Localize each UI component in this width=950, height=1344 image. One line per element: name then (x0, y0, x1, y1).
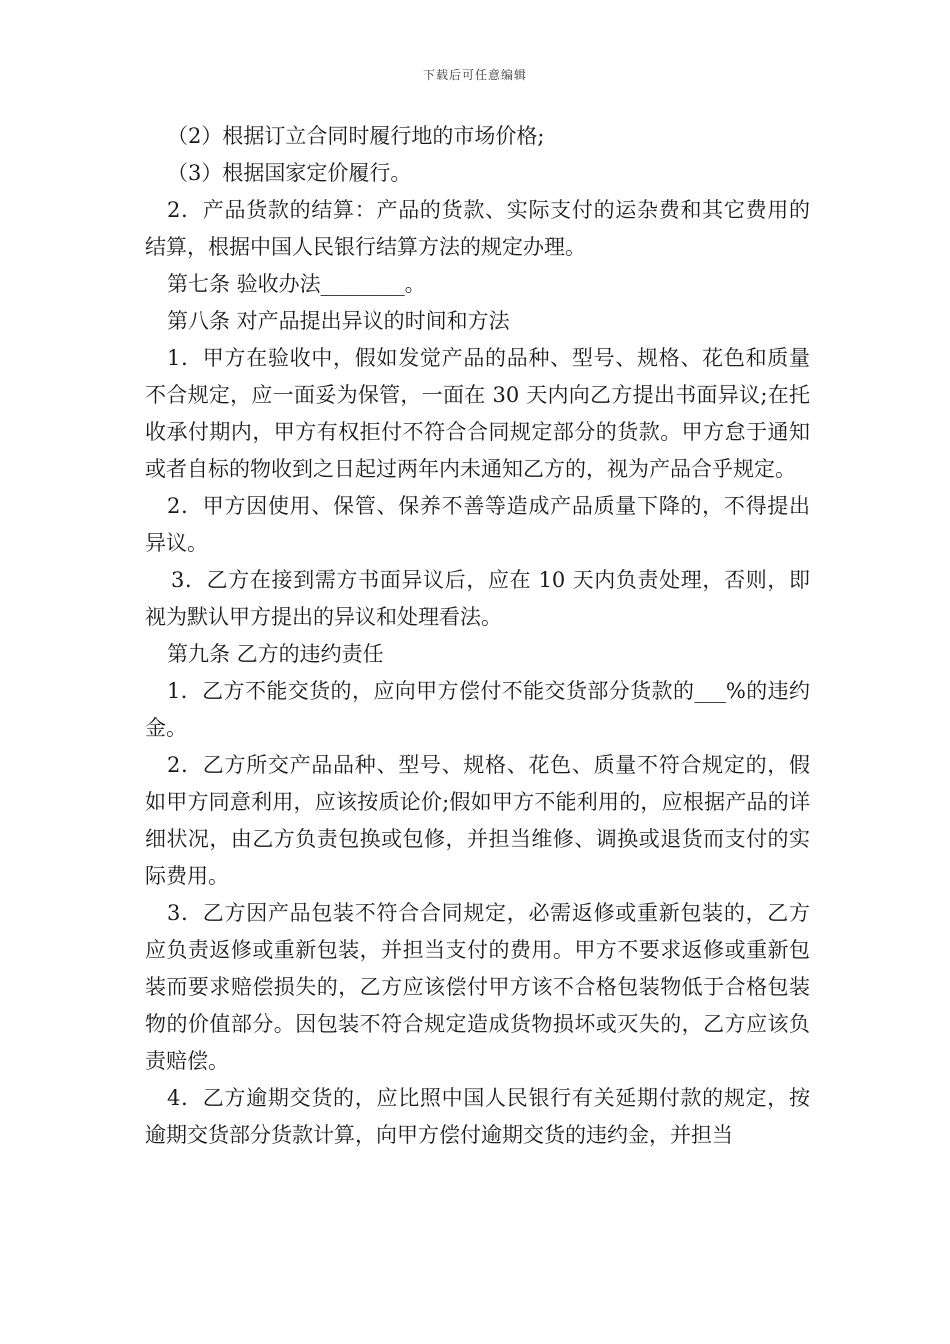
article-9-item-1: 1．乙方不能交货的，应向甲方偿付不能交货部分货款的___%的违约金。 (145, 679, 810, 740)
article-9-item-3: 3．乙方因产品包装不符合合同规定，必需返修或重新包装的，乙方应负责返修或重新包装，并担当支付的费用。甲方不要求返修或重新包装而要求赔偿损失的，乙方应该偿付甲方该不合格包装物低于合格包装物的价值部分。因包装不符合规定造成货物损坏或灭失的，乙方应该负责赔偿。 (145, 901, 810, 1073)
paragraph-price-clause-2: （2）根据订立合同时履行地的市场价格; (167, 124, 545, 148)
article-9-heading: 第九条 乙方的违约责任 (167, 642, 384, 666)
article-8-item-3: 3．乙方在接到需方书面异议后，应在 10 天内负责处理，否则，即视为默认甲方提出的异议和处理看法。 (145, 568, 810, 629)
article-7-heading: 第七条 验收办法________。 (167, 272, 426, 296)
article-9-item-2: 2．乙方所交产品品种、型号、规格、花色、质量不符合规定的，假如甲方同意利用，应该按质论价;假如甲方不能利用的，应根据产品的详细状况，由乙方负责包换或包修，并担当维修、调换或退货而支付的实际费用。 (145, 753, 810, 888)
article-9-item-4: 4．乙方逾期交货的，应比照中国人民银行有关延期付款的规定，按逾期交货部分货款计算，向甲方偿付逾期交货的违约金，并担当 (145, 1086, 810, 1147)
article-8-item-2: 2．甲方因使用、保管、保养不善等造成产品质量下降的，不得提出异议。 (145, 494, 810, 555)
paragraph-price-clause-3: （3）根据国家定价履行。 (167, 161, 412, 185)
article-8-item-1: 1．甲方在验收中，假如发觉产品的品种、型号、规格、花色和质量不合规定，应一面妥为保管，一面在 30 天内向乙方提出书面异议;在托收承付期内，甲方有权拒付不符合合同规定部分的货款。甲方怠于通知或者自标的物收到之日起过两年内未通知乙方的，视为产品合乎规定。 (145, 346, 810, 481)
article-8-heading: 第八条 对产品提出异议的时间和方法 (167, 309, 510, 333)
document-body (145, 118, 810, 1154)
page-header: 下载后可任意编辑 (422, 68, 527, 82)
paragraph-payment-settlement: 2．产品货款的结算：产品的货款、实际支付的运杂费和其它费用的结算，根据中国人民银行结算方法的规定办理。 (145, 198, 810, 259)
